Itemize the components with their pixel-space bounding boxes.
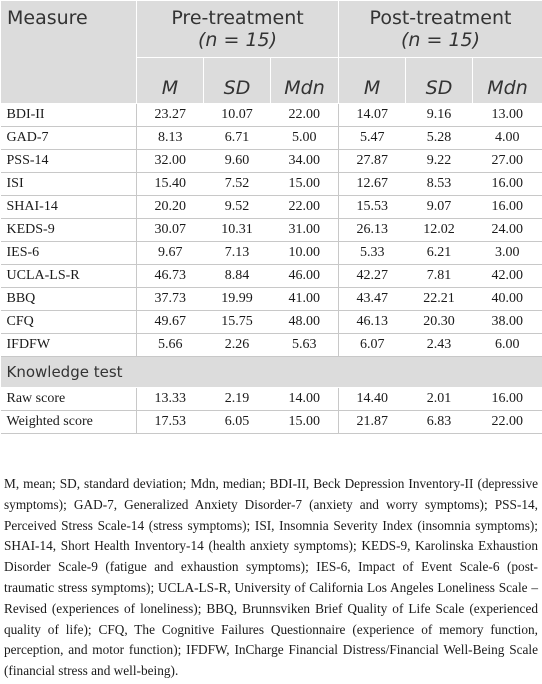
table-row — [1, 265, 542, 288]
pre-mdn-cell: 5.63 — [271, 334, 339, 357]
measure-cell: IES-6 — [1, 242, 137, 265]
post-sd-cell: 9.22 — [406, 150, 473, 173]
post-m-cell: 43.47 — [339, 288, 406, 311]
pre-m-cell: 9.67 — [137, 242, 204, 265]
pre-sd-cell: 10.07 — [204, 104, 271, 127]
post-treatment-label: Post-treatment — [369, 7, 512, 29]
pre-m-cell: 8.13 — [137, 127, 204, 150]
measure-cell: Raw score — [1, 388, 137, 411]
pre-mdn-cell: 41.00 — [271, 288, 339, 311]
post-m-cell: 14.40 — [339, 388, 406, 411]
pre-mdn-cell: 22.00 — [271, 196, 339, 219]
measure-cell: UCLA-LS-R — [1, 265, 137, 288]
pre-m-cell: 23.27 — [137, 104, 204, 127]
post-m-cell: 21.87 — [339, 411, 406, 434]
post-mdn-cell: 4.00 — [473, 127, 542, 150]
post-m-cell: 5.33 — [339, 242, 406, 265]
pre-treatment-header — [137, 1, 339, 58]
pre-mdn-cell: 46.00 — [271, 265, 339, 288]
pre-sd-cell: 6.71 — [204, 127, 271, 150]
pre-mean-header: M — [137, 58, 204, 104]
post-median-header: Mdn — [473, 58, 542, 104]
pre-mdn-cell: 22.00 — [271, 104, 339, 127]
post-mdn-cell: 27.00 — [473, 150, 542, 173]
post-m-cell: 15.53 — [339, 196, 406, 219]
measure-cell: GAD-7 — [1, 127, 137, 150]
post-sd-cell: 22.21 — [406, 288, 473, 311]
pre-sd-cell: 7.13 — [204, 242, 271, 265]
post-m-cell: 12.67 — [339, 173, 406, 196]
pre-mdn-cell: 14.00 — [271, 388, 339, 411]
pre-sd-cell: 15.75 — [204, 311, 271, 334]
pre-m-cell: 49.67 — [137, 311, 204, 334]
post-m-cell: 46.13 — [339, 311, 406, 334]
table-footnote: M, mean; SD, standard deviation; Mdn, median; BDI-II, Beck Depression Inventory-II (depressive symptoms); GAD-7, Generalized Anxiety Disorder-7 (anxiety and worry symptoms); PSS-14, Perceived Stress Scale-14 (stress symptoms); ISI, Insomnia Severity Index (insomnia symptoms); SHAI-14, Short Health Inventory-14 (health anxiety symptoms); KEDS-9, Karolinska Exhaustion Disorder Scale-9 (fatigue and exhaustion symptoms); IES-6, Impact of Event Scale-6 (post-traumatic stress symptoms); UCLA-LS-R, University of California Los Angeles Loneliness Scale – Revised (experiences of loneliness); BBQ, Brunnsviken Brief Quality of Life Scale (experienced quality of life); CFQ, The Cognitive Failures Questionnaire (experience of memory function, perception, and motor function); IFDFW, InCharge Financial Distress/Financial Well-Being Scale (financial stress and well-being). — [4, 476, 538, 679]
table-row — [1, 104, 542, 127]
pre-sd-cell: 2.26 — [204, 334, 271, 357]
pre-m-cell: 20.20 — [137, 196, 204, 219]
knowledge-test-section — [1, 357, 542, 388]
pre-m-cell: 15.40 — [137, 173, 204, 196]
knowledge-test-label: Knowledge test — [1, 357, 542, 388]
post-sd-cell: 2.43 — [406, 334, 473, 357]
post-sd-cell: 8.53 — [406, 173, 473, 196]
post-mdn-cell: 16.00 — [473, 173, 542, 196]
measure-cell: IFDFW — [1, 334, 137, 357]
post-sd-cell: 12.02 — [406, 219, 473, 242]
post-treatment-n: (n = 15) — [400, 29, 481, 51]
post-mdn-cell: 3.00 — [473, 242, 542, 265]
post-m-cell: 5.47 — [339, 127, 406, 150]
measure-cell: CFQ — [1, 311, 137, 334]
measure-cell: SHAI-14 — [1, 196, 137, 219]
measure-cell: BDI-II — [1, 104, 137, 127]
measure-cell: Weighted score — [1, 411, 137, 434]
post-sd-cell: 6.21 — [406, 242, 473, 265]
pre-m-cell: 37.73 — [137, 288, 204, 311]
pre-sd-header: SD — [204, 58, 271, 104]
table-body — [1, 104, 542, 434]
post-mdn-cell: 24.00 — [473, 219, 542, 242]
pre-mdn-cell: 10.00 — [271, 242, 339, 265]
post-mdn-cell: 13.00 — [473, 104, 542, 127]
pre-m-cell: 30.07 — [137, 219, 204, 242]
pre-treatment-n: (n = 15) — [197, 29, 278, 51]
post-mdn-cell: 6.00 — [473, 334, 542, 357]
post-sd-cell: 6.83 — [406, 411, 473, 434]
post-mdn-cell: 42.00 — [473, 265, 542, 288]
pre-mdn-cell: 15.00 — [271, 411, 339, 434]
measure-cell: ISI — [1, 173, 137, 196]
table-row — [1, 288, 542, 311]
pre-mdn-cell: 15.00 — [271, 173, 339, 196]
post-mdn-cell: 40.00 — [473, 288, 542, 311]
post-mdn-cell: 22.00 — [473, 411, 542, 434]
post-m-cell: 27.87 — [339, 150, 406, 173]
pre-m-cell: 13.33 — [137, 388, 204, 411]
measure-cell: PSS-14 — [1, 150, 137, 173]
pre-sd-cell: 9.60 — [204, 150, 271, 173]
pre-m-cell: 46.73 — [137, 265, 204, 288]
pre-sd-cell: 19.99 — [204, 288, 271, 311]
post-sd-header: SD — [406, 58, 473, 104]
post-sd-cell: 7.81 — [406, 265, 473, 288]
post-m-cell: 42.27 — [339, 265, 406, 288]
post-sd-cell: 9.07 — [406, 196, 473, 219]
measure-header: Measure — [1, 1, 137, 104]
post-mdn-cell: 16.00 — [473, 196, 542, 219]
pre-sd-cell: 10.31 — [204, 219, 271, 242]
post-mdn-cell: 16.00 — [473, 388, 542, 411]
table-row — [1, 219, 542, 242]
pre-sd-cell: 2.19 — [204, 388, 271, 411]
table-row — [1, 150, 542, 173]
post-m-cell: 6.07 — [339, 334, 406, 357]
pre-m-cell: 32.00 — [137, 150, 204, 173]
post-mean-header: M — [339, 58, 406, 104]
table-row — [1, 388, 542, 411]
measure-cell: BBQ — [1, 288, 137, 311]
pre-median-header: Mdn — [271, 58, 339, 104]
measure-cell: KEDS-9 — [1, 219, 137, 242]
pre-mdn-cell: 31.00 — [271, 219, 339, 242]
table-row — [1, 411, 542, 434]
pre-mdn-cell: 48.00 — [271, 311, 339, 334]
post-m-cell: 26.13 — [339, 219, 406, 242]
pre-m-cell: 17.53 — [137, 411, 204, 434]
table-row — [1, 196, 542, 219]
pre-m-cell: 5.66 — [137, 334, 204, 357]
post-sd-cell: 9.16 — [406, 104, 473, 127]
post-mdn-cell: 38.00 — [473, 311, 542, 334]
table-row — [1, 173, 542, 196]
pre-sd-cell: 8.84 — [204, 265, 271, 288]
table-row — [1, 311, 542, 334]
table-row — [1, 242, 542, 265]
pre-sd-cell: 6.05 — [204, 411, 271, 434]
post-treatment-header — [339, 1, 542, 58]
post-sd-cell: 5.28 — [406, 127, 473, 150]
pre-sd-cell: 9.52 — [204, 196, 271, 219]
post-sd-cell: 2.01 — [406, 388, 473, 411]
pre-mdn-cell: 5.00 — [271, 127, 339, 150]
post-sd-cell: 20.30 — [406, 311, 473, 334]
pre-mdn-cell: 34.00 — [271, 150, 339, 173]
post-m-cell: 14.07 — [339, 104, 406, 127]
table-row — [1, 127, 542, 150]
pre-sd-cell: 7.52 — [204, 173, 271, 196]
pre-treatment-label: Pre-treatment — [171, 7, 304, 29]
table-row — [1, 334, 542, 357]
